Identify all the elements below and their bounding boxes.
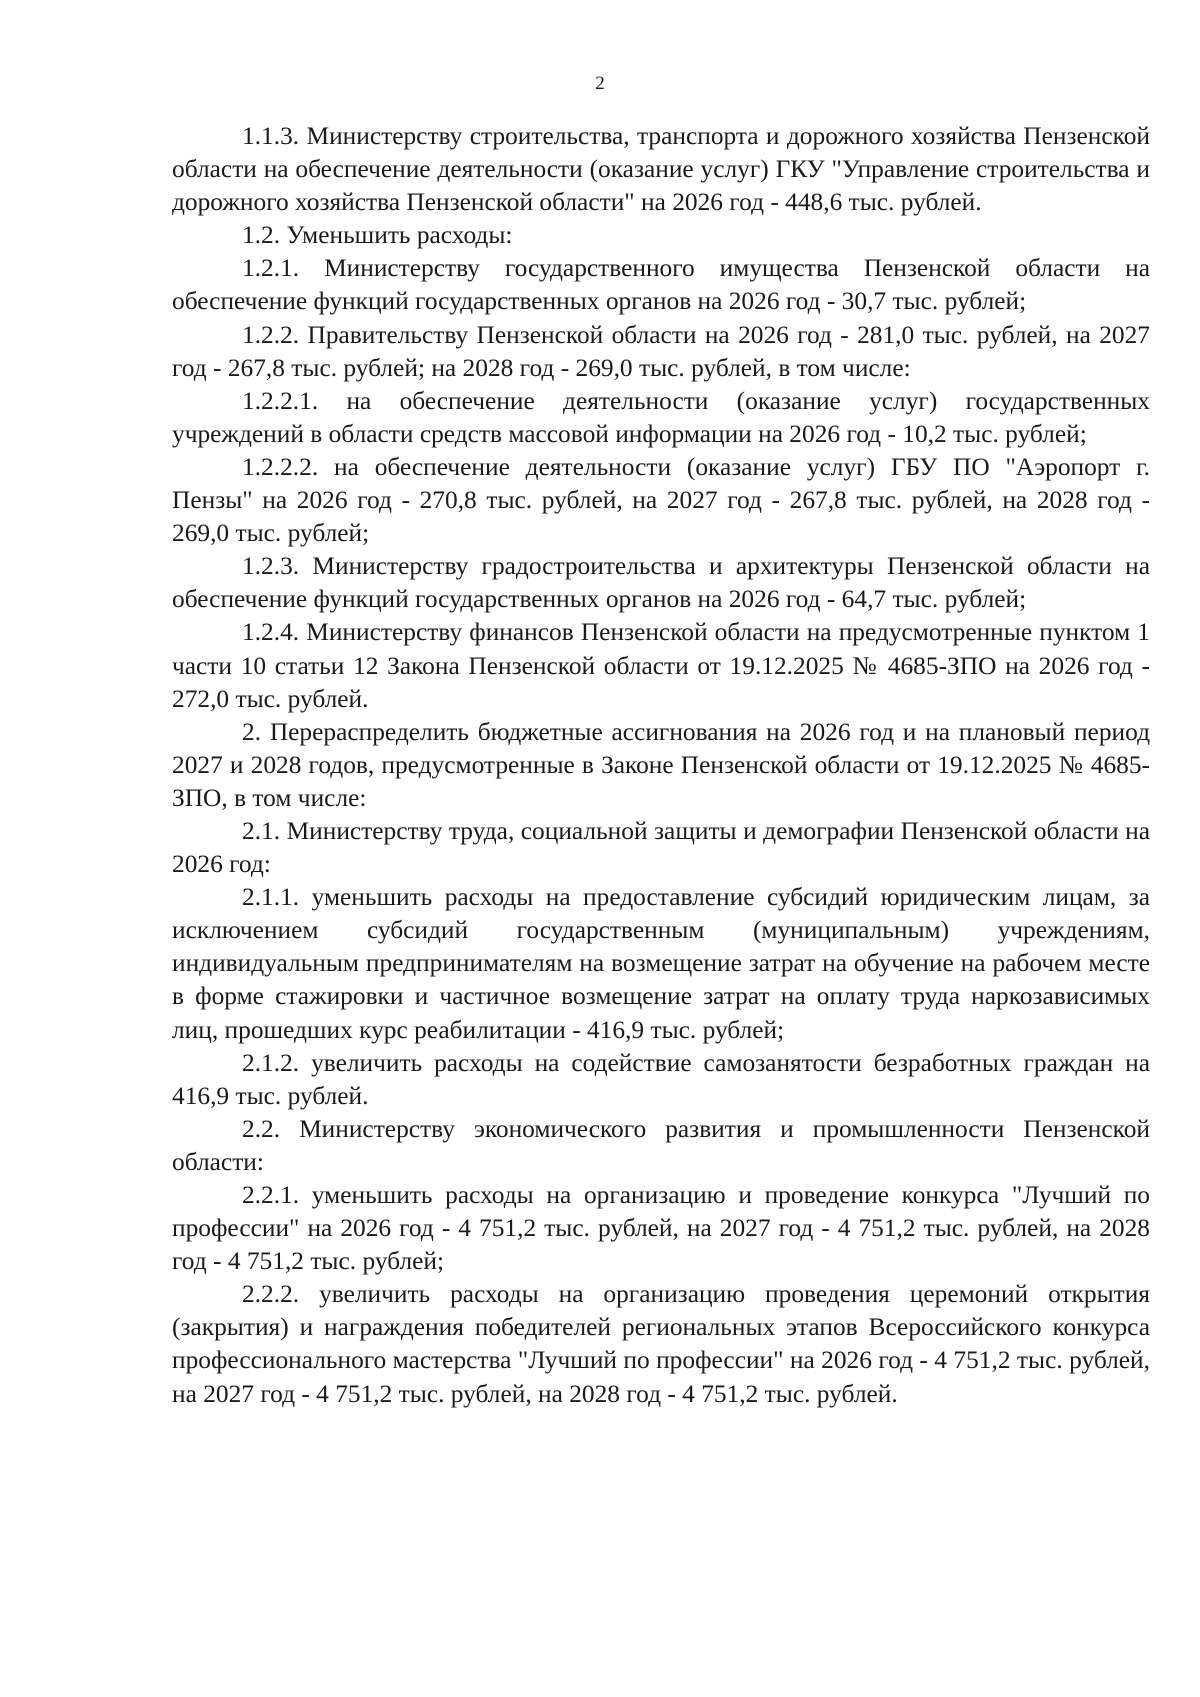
paragraph-1-2-2-2: 1.2.2.2. на обеспечение деятельности (оказание услуг) ГБУ ПО "Аэропорт г. Пензы" на 2026 год - 270,8 тыс. рублей, на 2027 год - 267,8 тыс. рублей, на 2028 год - 269,0 тыс. рублей;	[172, 452, 1150, 548]
paragraph-1-2-4: 1.2.4. Министерству финансов Пензенской области на предусмотренные пунктом 1 части 10 статьи 12 Закона Пензенской области от 19.12.2025 № 4685-ЗПО на 2026 год - 272,0 тыс. рублей.	[172, 618, 1150, 713]
paragraph-2-1: 2.1. Министерству труда, социальной защиты и демографии Пензенской области на 2026 год:	[172, 816, 1150, 879]
document-body	[172, 120, 1150, 1411]
paragraph-2-1-1: 2.1.1. уменьшить расходы на предоставление субсидий юридическим лицам, за исключением субсидий государственным (муниципальным) учреждениям, индивидуальным предпринимателям на возмещение затрат на обучение на рабочем месте в форме стажировки и частичное возмещение затрат на оплату труда наркозависимых лиц, прошедших курс реабилитации - 416,9 тыс. рублей;	[172, 883, 1150, 1044]
paragraph-1-1-3: 1.1.3. Министерству строительства, транспорта и дорожного хозяйства Пензенской области на обеспечение деятельности (оказание услуг) ГКУ "Управление строительства и дорожного хозяйства Пензенской области" на 2026 год - 448,6 тыс. рублей.	[172, 122, 1150, 217]
paragraph-1-2-2-1: 1.2.2.1. на обеспечение деятельности (оказание услуг) государственных учреждений в области средств массовой информации на 2026 год - 10,2 тыс. рублей;	[172, 386, 1150, 448]
paragraph-1-2-3: 1.2.3. Министерству градостроительства и архитектуры Пензенской области на обеспечение функций государственных органов на 2026 год - 64,7 тыс. рублей;	[172, 552, 1150, 614]
paragraph-2-2-1: 2.2.1. уменьшить расходы на организацию и проведение конкурса "Лучший по профессии" на 2026 год - 4 751,2 тыс. рублей, на 2027 год - 4 751,2 тыс. рублей, на 2028 год - 4 751,2 тыс. рублей;	[172, 1181, 1150, 1276]
paragraph-2-2: 2.2. Министерству экономического развития и промышленности Пензенской области:	[172, 1114, 1150, 1176]
paragraph-2: 2. Перераспределить бюджетные ассигнования на 2026 год и на плановый период 2027 и 2028 годов, предусмотренные в Законе Пензенской области от 19.12.2025 № 4685-ЗПО, в том числе:	[172, 717, 1150, 812]
paragraph-1-2: 1.2. Уменьшить расходы:	[242, 221, 513, 250]
paragraph-2-2-2: 2.2.2. увеличить расходы на организацию проведения церемоний открытия (закрытия) и награждения победителей региональных этапов Всероссийского конкурса профессионального мастерства "Лучший по профессии" на 2026 год - 4 751,2 тыс. рублей, на 2027 год - 4 751,2 тыс. рублей, на 2028 год - 4 751,2 тыс. рублей.	[172, 1280, 1150, 1408]
paragraph-1-2-2: 1.2.2. Правительству Пензенской области на 2026 год - 281,0 тыс. рублей, на 2027 год - 267,8 тыс. рублей; на 2028 год - 269,0 тыс. рублей, в том числе:	[172, 320, 1150, 382]
page-number: 2	[595, 73, 605, 94]
paragraph-1-2-1: 1.2.1. Министерству государственного имущества Пензенской области на обеспечение функций государственных органов на 2026 год - 30,7 тыс. рублей;	[172, 254, 1150, 316]
paragraph-2-1-2: 2.1.2. увеличить расходы на содействие самозанятости безработных граждан на 416,9 тыс. рублей.	[172, 1048, 1150, 1110]
